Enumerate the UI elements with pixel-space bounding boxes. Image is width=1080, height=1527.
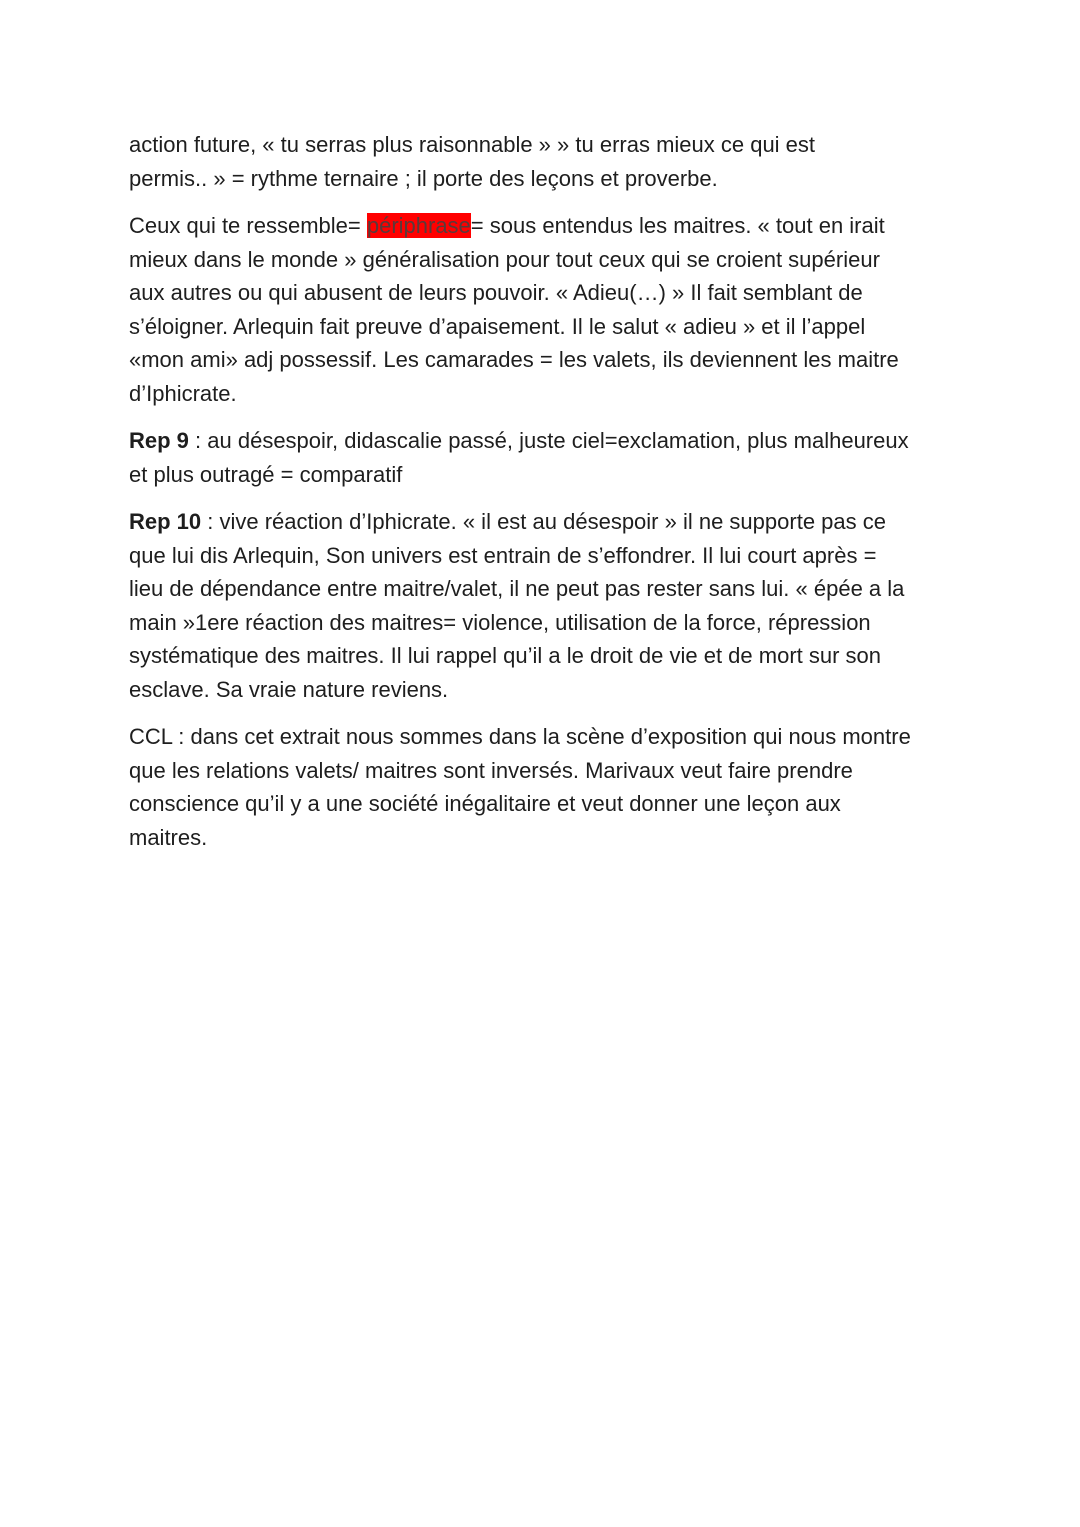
answer-label: Rep 10 (129, 509, 202, 534)
text-line (129, 505, 959, 539)
text-line: conscience qu’il y a une société inégalitaire et veut donner une leçon aux (129, 791, 841, 816)
document-body (129, 128, 959, 868)
text-line: et plus outragé = comparatif (129, 461, 403, 487)
text-line: action future, « tu serras plus raisonnable » » tu erras mieux ce qui est (129, 132, 816, 157)
text-line: d’Iphicrate. (129, 380, 237, 406)
highlighted-term: périphrase (366, 213, 471, 238)
text-line: esclave. Sa vraie nature reviens. (129, 676, 449, 702)
text-line: permis.. » = rythme ternaire ; il porte des leçons et proverbe. (129, 165, 718, 191)
text-line: lieu de dépendance entre maitre/valet, il ne peut pas rester sans lui. « épée a la (129, 576, 905, 601)
text-segment: : vive réaction d’Iphicrate. « il est au désespoir » il ne supporte pas ce (201, 509, 886, 534)
text-segment: = sous entendus les maitres. « tout en irait (470, 213, 885, 238)
text-line: «mon ami» adj possessif. Les camarades = les valets, ils deviennent les maitre (129, 347, 899, 372)
text-line: maitres. (129, 824, 208, 850)
paragraph-conclusion (129, 720, 959, 854)
text-line: aux autres ou qui abusent de leurs pouvoir. « Adieu(…) » Il fait semblant de (129, 280, 863, 305)
text-line (129, 424, 959, 458)
text-line: mieux dans le monde » généralisation pour tout ceux qui se croient supérieur (129, 246, 880, 272)
text-segment: : au désespoir, didascalie passé, juste ciel=exclamation, plus malheureux (188, 428, 909, 453)
paragraph-rep-10 (129, 505, 959, 706)
text-line: CCL : dans cet extrait nous sommes dans la scène d’exposition qui nous montre (129, 724, 911, 749)
text-line: systématique des maitres. Il lui rappel qu’il a le droit de vie et de mort sur son (129, 643, 882, 668)
paragraph-rep-9 (129, 424, 959, 491)
text-line: que les relations valets/ maitres sont inversés. Marivaux veut faire prendre (129, 757, 853, 783)
text-line: s’éloigner. Arlequin fait preuve d’apaisement. Il le salut « adieu » et il l’appel (129, 313, 866, 339)
paragraph-intro (129, 128, 959, 195)
paragraph-periphrase (129, 209, 959, 410)
text-segment: Ceux qui te ressemble= (129, 213, 367, 238)
answer-label: Rep 9 (129, 428, 189, 453)
text-line (129, 209, 959, 243)
text-line: que lui dis Arlequin, Son univers est entrain de s’effondrer. Il lui court après = (129, 542, 877, 568)
text-line: main »1ere réaction des maitres= violence, utilisation de la force, répression (129, 609, 871, 635)
